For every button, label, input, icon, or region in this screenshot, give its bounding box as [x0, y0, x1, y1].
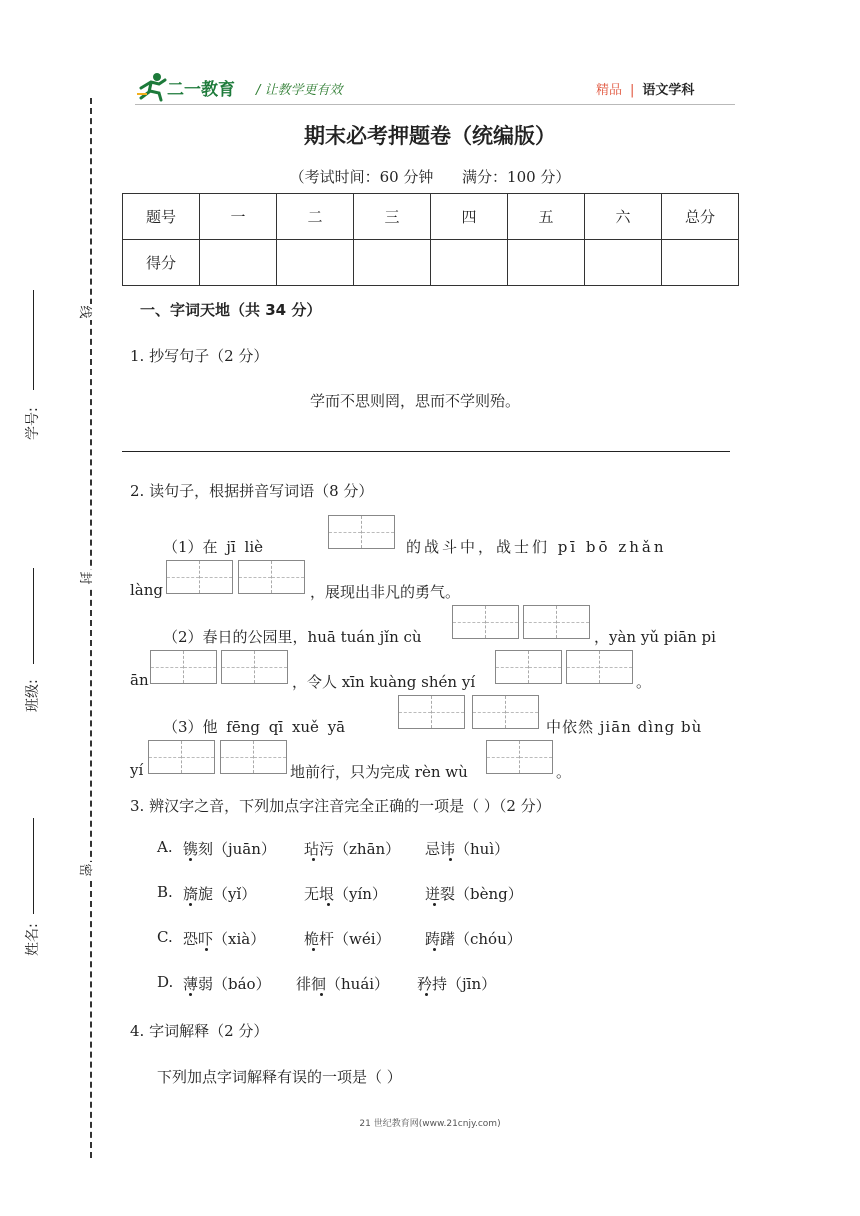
subject-label: 语文学科 — [642, 83, 695, 98]
tianzige-box[interactable] — [166, 560, 233, 594]
logo-text: 二一教育 — [167, 80, 235, 100]
emphasis-dot — [312, 948, 315, 951]
q2-line3-a: （2）春日的公园里，huā tuán jǐn cù — [163, 628, 422, 646]
logo — [137, 72, 245, 102]
emphasis-dot — [189, 993, 192, 996]
header-right — [596, 79, 694, 98]
score-table — [122, 193, 739, 286]
tianzige-box[interactable] — [148, 740, 215, 774]
tianzige-box[interactable] — [566, 650, 633, 684]
q3-option-label[interactable]: B. — [157, 883, 173, 901]
exam-title: 期末必考押题卷（统编版） — [304, 124, 556, 148]
emphasis-dot — [205, 948, 208, 951]
q3-option-word: 无垠（yín） — [304, 885, 387, 903]
tianzige-box[interactable] — [486, 740, 553, 774]
bind-char-mi: 密 — [77, 863, 92, 877]
score-header-cell: 四 — [431, 194, 508, 240]
q3-title: 3. 辨汉字之音，下列加点字注音完全正确的一项是（ ）（2 分） — [130, 797, 551, 815]
q3-option-label[interactable]: D. — [157, 973, 174, 991]
score-row-label: 得分 — [123, 240, 200, 286]
tianzige-box[interactable] — [398, 695, 465, 729]
emphasis-dot — [425, 993, 428, 996]
header-separator: | — [630, 83, 635, 98]
tianzige-box[interactable] — [220, 740, 287, 774]
q2-line6-a: yí — [130, 761, 144, 779]
score-header-cell: 一 — [200, 194, 277, 240]
bind-char-feng: 封 — [77, 571, 92, 585]
q4-prompt: 下列加点字词解释有误的一项是（ ） — [157, 1068, 402, 1086]
score-header-cell: 总分 — [662, 194, 739, 240]
q2-line1-a: （1）在 jī liè — [163, 538, 263, 556]
xingming-label: 姓名: — [25, 923, 41, 956]
q2-line3-b: ，yàn yǔ piān pi — [594, 628, 716, 646]
q1-answer-line[interactable] — [122, 451, 730, 452]
q3-option-label[interactable]: C. — [157, 928, 173, 946]
tianzige-box[interactable] — [472, 695, 539, 729]
q3-option-word: 矜持（jīn） — [417, 975, 497, 993]
emphasis-dot — [189, 858, 192, 861]
section-heading: 一、字词天地（共 34 分） — [140, 301, 322, 319]
tianzige-box[interactable] — [238, 560, 305, 594]
q2-line5-a: （3）他 fēng qī xuě yā — [163, 718, 346, 736]
q1-sentence: 学而不思则罔，思而不学则殆。 — [310, 392, 521, 410]
q3-option-word: 桅杆（wéi） — [304, 930, 391, 948]
xuehao-rule — [33, 290, 34, 390]
q2-line4-b: ，令人 xīn kuàng shén yí — [292, 673, 476, 691]
slogan: / 让教学更有效 — [256, 83, 343, 98]
emphasis-dot — [433, 903, 436, 906]
q2-line2-b: ，展现出非凡的勇气。 — [310, 583, 461, 601]
bind-char-xian: 线 — [77, 305, 92, 319]
q3-option-word: 迸裂（bèng） — [425, 885, 523, 903]
q4-title: 4. 字词解释（2 分） — [130, 1022, 269, 1040]
xingming-rule — [33, 818, 34, 914]
q3-option-word: 镌刻（juān） — [183, 840, 276, 858]
banji-label: 班级: — [25, 679, 41, 712]
tianzige-box[interactable] — [150, 650, 217, 684]
q2-title: 2. 读句子，根据拼音写词语（8 分） — [130, 482, 374, 500]
jingpin-label: 精品 — [596, 83, 623, 98]
score-cell[interactable] — [200, 240, 277, 286]
q2-line2-a: làng — [130, 581, 164, 599]
score-header-cell: 五 — [508, 194, 585, 240]
runner-logo-icon — [137, 72, 171, 102]
emphasis-dot — [449, 858, 452, 861]
q2-line6-b: 地前行，只为完成 rèn wù — [290, 763, 468, 781]
q3-option-word: 忌讳（huì） — [425, 840, 510, 858]
q3-option-word: 徘徊（huái） — [296, 975, 390, 993]
tianzige-box[interactable] — [495, 650, 562, 684]
score-cell[interactable] — [662, 240, 739, 286]
q2-line6-c: 。 — [556, 763, 572, 781]
q3-option-word: 薄弱（báo） — [183, 975, 271, 993]
score-cell[interactable] — [508, 240, 585, 286]
score-cell[interactable] — [585, 240, 662, 286]
tianzige-box[interactable] — [452, 605, 519, 639]
score-header-cell: 二 — [277, 194, 354, 240]
q1-title: 1. 抄写句子（2 分） — [130, 347, 269, 365]
q3-option-word: 恐吓（xià） — [183, 930, 266, 948]
score-table-score-row — [123, 240, 739, 286]
score-header-cell: 三 — [354, 194, 431, 240]
q3-option-word: 玷污（zhān） — [304, 840, 401, 858]
q2-line5-b: 中依然 jiān dìng bù — [546, 718, 703, 736]
page-footer: 21 世纪教育网(www.21cnjy.com) — [359, 1119, 501, 1129]
q3-option-label[interactable]: A. — [157, 838, 173, 856]
exam-subtitle: （考试时间：60 分钟 满分：100 分） — [289, 168, 571, 186]
tianzige-box[interactable] — [523, 605, 590, 639]
q2-line4-c: 。 — [636, 673, 652, 691]
q2-line4-a: ān — [130, 671, 149, 689]
score-cell[interactable] — [277, 240, 354, 286]
q3-option-word: 旖旎（yǐ） — [183, 885, 257, 903]
score-cell[interactable] — [354, 240, 431, 286]
header-divider — [135, 104, 735, 105]
q2-line1-b: 的战斗中，战士们 pī bō zhǎn — [406, 538, 667, 556]
emphasis-dot — [433, 948, 436, 951]
emphasis-dot — [320, 993, 323, 996]
score-cell[interactable] — [431, 240, 508, 286]
xuehao-label: 学号: — [25, 407, 41, 440]
emphasis-dot — [189, 903, 192, 906]
score-header-cell: 题号 — [123, 194, 200, 240]
score-header-cell: 六 — [585, 194, 662, 240]
score-table-header-row — [123, 194, 739, 240]
tianzige-box[interactable] — [328, 515, 395, 549]
emphasis-dot — [312, 858, 315, 861]
q3-option-word: 踌躇（chóu） — [425, 930, 522, 948]
binding-line — [90, 98, 92, 1158]
emphasis-dot — [327, 903, 330, 906]
tianzige-box[interactable] — [221, 650, 288, 684]
banji-rule — [33, 568, 34, 664]
